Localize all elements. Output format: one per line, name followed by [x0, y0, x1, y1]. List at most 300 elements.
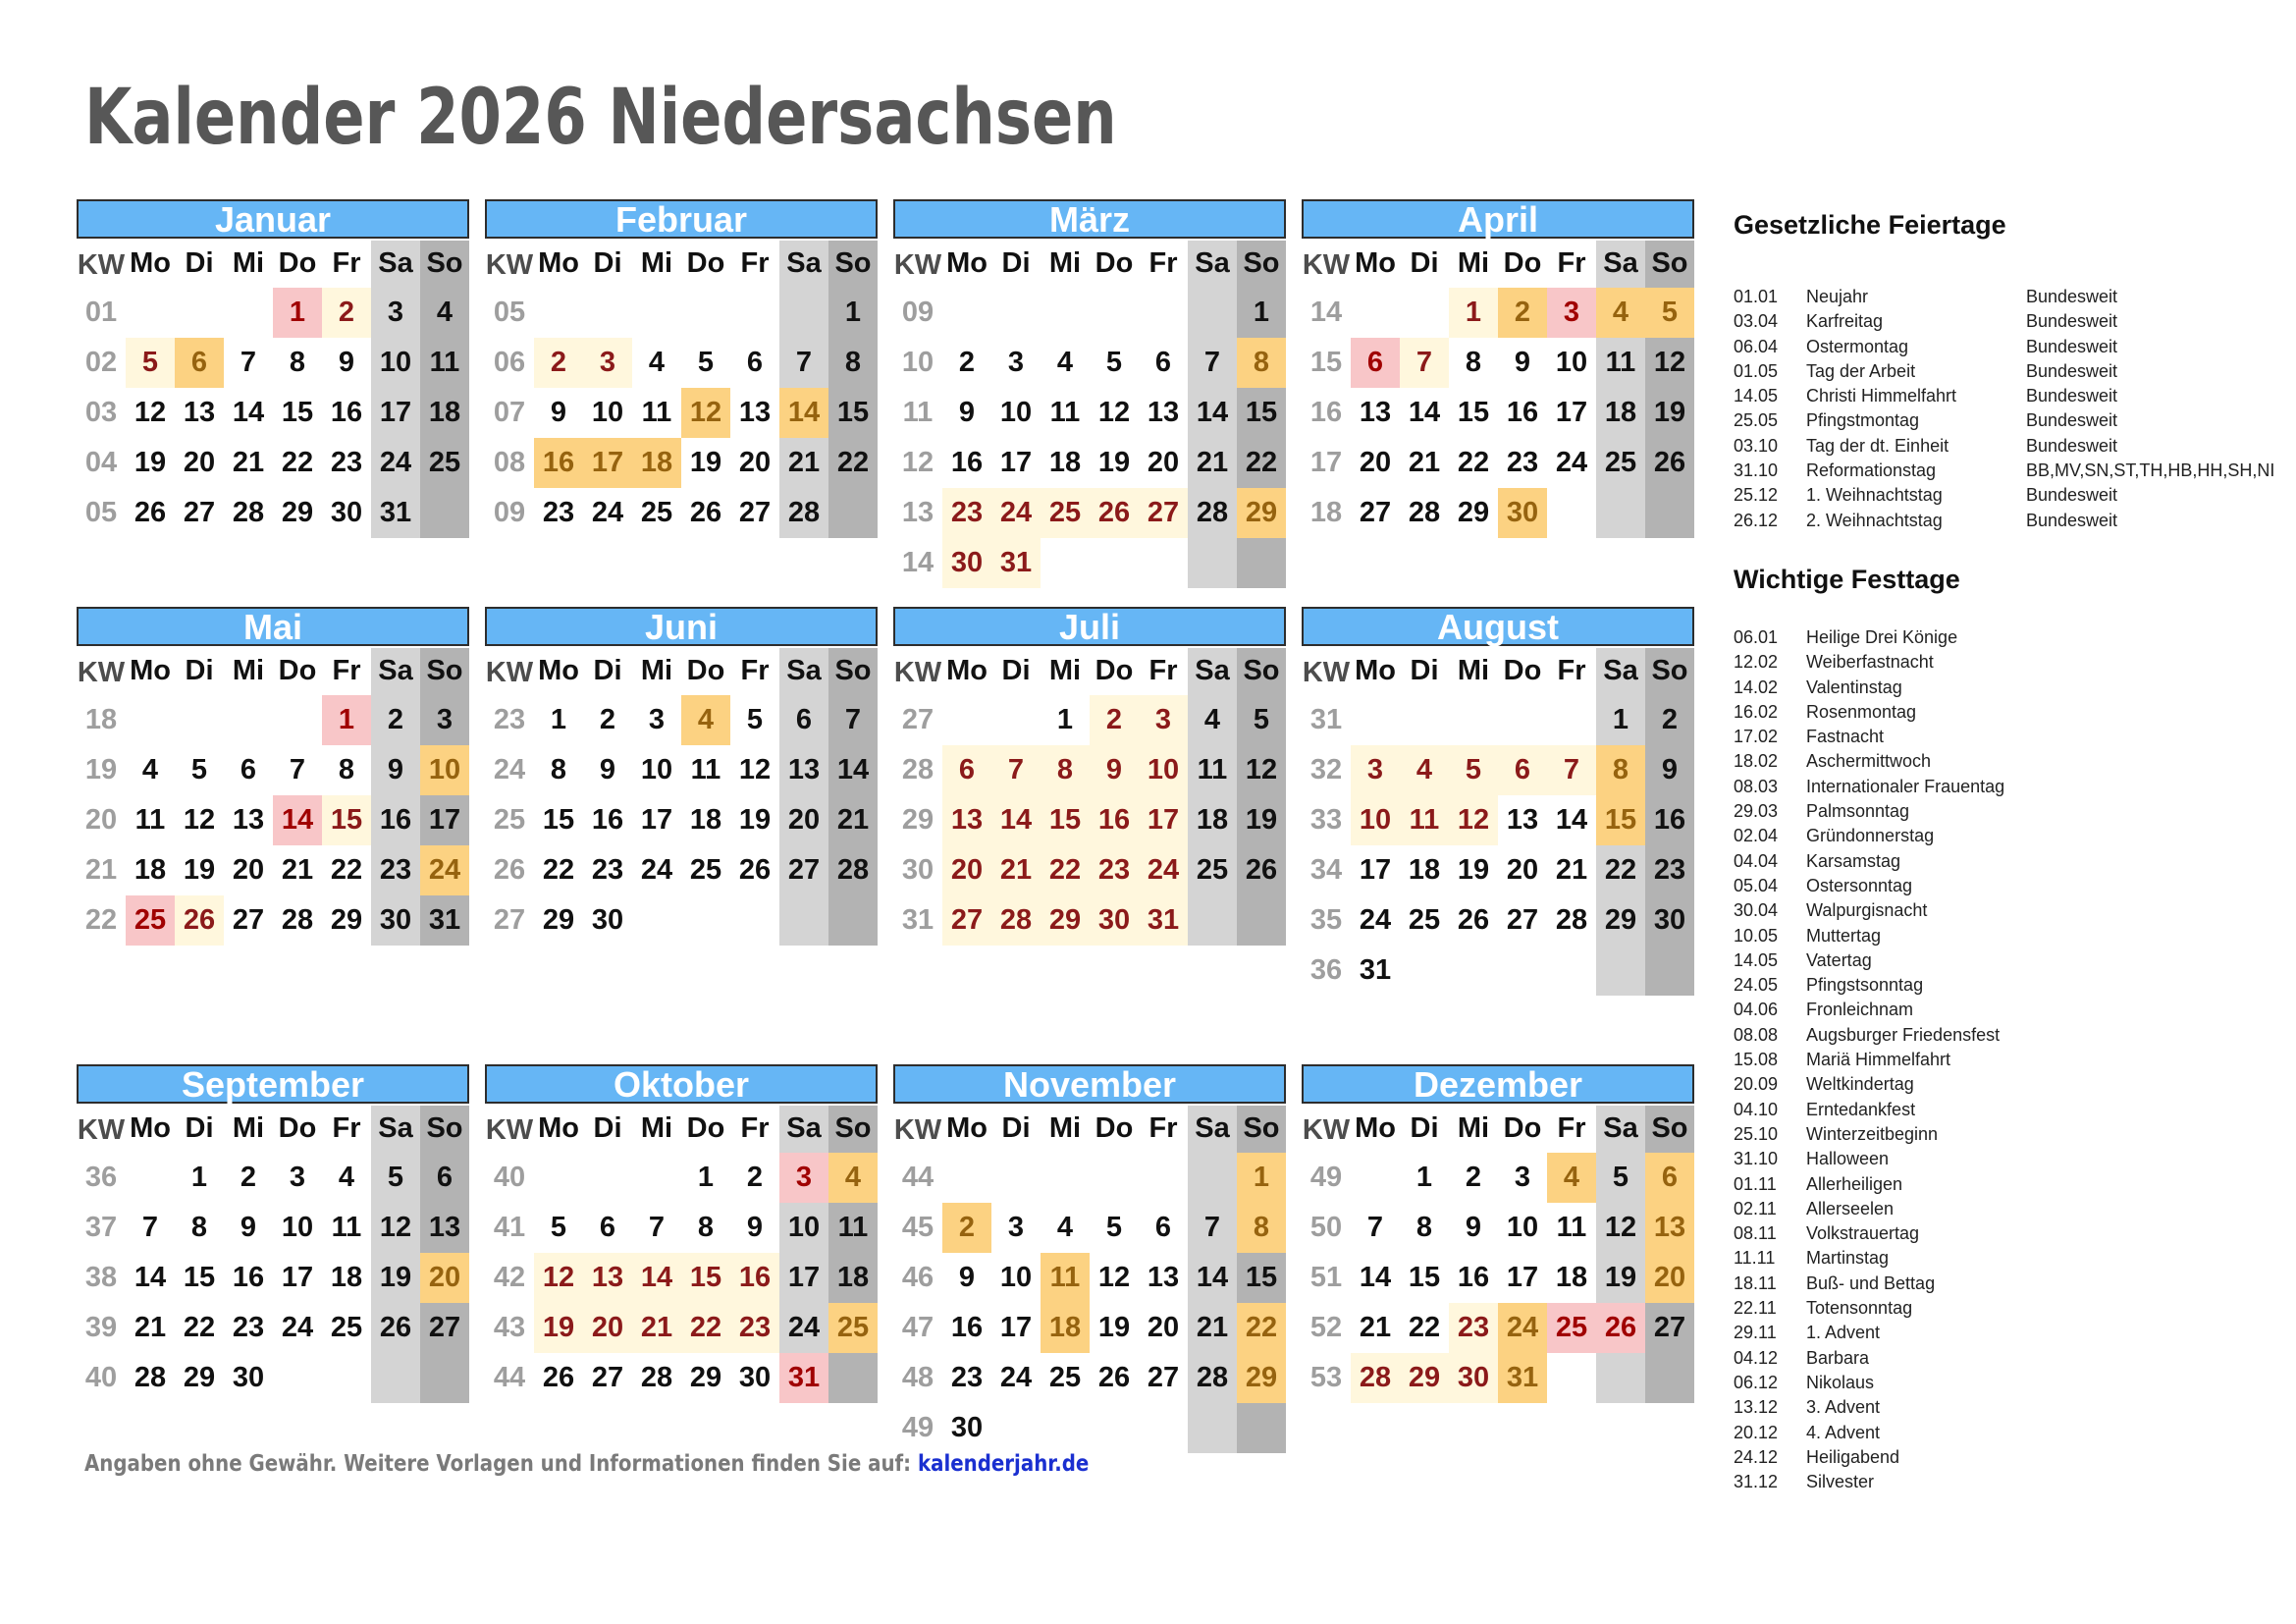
day-cell[interactable]: 1: [273, 288, 322, 338]
day-cell[interactable]: 23: [542, 497, 575, 528]
day-cell[interactable]: 13: [787, 754, 821, 785]
day-cell[interactable]: 30: [738, 1362, 772, 1393]
day-cell[interactable]: 12: [379, 1212, 412, 1243]
day-cell[interactable]: 24: [1359, 904, 1392, 936]
footer-link[interactable]: kalenderjahr.de: [917, 1451, 1090, 1477]
day-cell[interactable]: 2: [387, 704, 404, 735]
day-cell[interactable]: 8: [289, 347, 306, 378]
day-cell[interactable]: 11: [1556, 1212, 1587, 1243]
day-cell[interactable]: 9: [240, 1212, 257, 1243]
day-cell[interactable]: 21: [1196, 447, 1229, 478]
day-cell[interactable]: 10: [379, 347, 412, 378]
day-cell[interactable]: 21: [1196, 1312, 1229, 1343]
day-cell[interactable]: 5: [1253, 704, 1270, 735]
day-cell[interactable]: 24: [379, 447, 412, 478]
day-cell[interactable]: 7: [991, 745, 1041, 795]
day-cell[interactable]: 7: [1366, 1212, 1384, 1243]
day-cell[interactable]: 3: [1007, 347, 1025, 378]
day-cell[interactable]: 23: [232, 1312, 265, 1343]
day-cell[interactable]: 24: [1139, 845, 1188, 895]
day-cell[interactable]: 20: [1147, 1312, 1180, 1343]
day-cell[interactable]: 5: [1645, 288, 1694, 338]
day-cell[interactable]: 13: [1359, 397, 1392, 428]
day-cell[interactable]: 23: [730, 1303, 779, 1353]
day-cell[interactable]: 28: [640, 1362, 673, 1393]
day-cell[interactable]: 12: [183, 804, 216, 836]
day-cell[interactable]: 16: [1090, 795, 1139, 845]
day-cell[interactable]: 20: [1506, 854, 1539, 886]
day-cell[interactable]: 31: [991, 538, 1041, 588]
day-cell[interactable]: 22: [542, 854, 575, 886]
day-cell[interactable]: 6: [746, 347, 764, 378]
day-cell[interactable]: 28: [232, 497, 265, 528]
day-cell[interactable]: 23: [379, 854, 412, 886]
day-cell[interactable]: 17: [379, 397, 412, 428]
day-cell[interactable]: 7: [289, 754, 306, 785]
day-cell[interactable]: 1: [1449, 288, 1498, 338]
day-cell[interactable]: 22: [1408, 1312, 1441, 1343]
day-cell[interactable]: 4: [1203, 704, 1221, 735]
day-cell[interactable]: 17: [1359, 854, 1392, 886]
day-cell[interactable]: 13: [1506, 804, 1539, 836]
day-cell[interactable]: 5: [1105, 1212, 1123, 1243]
day-cell[interactable]: 29: [1604, 904, 1637, 936]
day-cell[interactable]: 2: [1661, 704, 1679, 735]
day-cell[interactable]: 31: [1139, 895, 1188, 946]
day-cell[interactable]: 19: [1097, 1312, 1131, 1343]
day-cell[interactable]: 22: [281, 447, 314, 478]
day-cell[interactable]: 10: [1351, 795, 1400, 845]
day-cell[interactable]: 26: [379, 1312, 412, 1343]
day-cell[interactable]: 4: [141, 754, 159, 785]
day-cell[interactable]: 25: [1048, 1362, 1082, 1393]
day-cell[interactable]: 4: [1056, 1212, 1074, 1243]
day-cell[interactable]: 27: [1506, 904, 1539, 936]
day-cell[interactable]: 7: [795, 347, 813, 378]
day-cell[interactable]: 13: [428, 1212, 461, 1243]
day-cell[interactable]: 3: [436, 704, 454, 735]
day-cell[interactable]: 1: [1237, 1153, 1286, 1203]
day-cell[interactable]: 15: [1041, 795, 1090, 845]
day-cell[interactable]: 8: [1465, 347, 1482, 378]
day-cell[interactable]: 15: [183, 1262, 216, 1293]
day-cell[interactable]: 9: [1514, 347, 1531, 378]
day-cell[interactable]: 5: [1612, 1162, 1629, 1193]
day-cell[interactable]: 30: [1449, 1353, 1498, 1403]
day-cell[interactable]: 16: [330, 397, 363, 428]
day-cell[interactable]: 12: [133, 397, 167, 428]
day-cell[interactable]: 4: [1056, 347, 1074, 378]
day-cell[interactable]: 7: [240, 347, 257, 378]
day-cell[interactable]: 6: [175, 338, 224, 388]
day-cell[interactable]: 18: [1048, 447, 1082, 478]
day-cell[interactable]: 14: [1359, 1262, 1392, 1293]
day-cell[interactable]: 22: [1245, 447, 1278, 478]
day-cell[interactable]: 27: [183, 497, 216, 528]
day-cell[interactable]: 15: [1596, 795, 1645, 845]
day-cell[interactable]: 19: [133, 447, 167, 478]
day-cell[interactable]: 19: [1457, 854, 1490, 886]
day-cell[interactable]: 5: [550, 1212, 567, 1243]
day-cell[interactable]: 30: [330, 497, 363, 528]
day-cell[interactable]: 22: [681, 1303, 730, 1353]
day-cell[interactable]: 6: [1154, 1212, 1172, 1243]
day-cell[interactable]: 19: [1245, 804, 1278, 836]
day-cell[interactable]: 7: [1547, 745, 1596, 795]
day-cell[interactable]: 4: [828, 1153, 878, 1203]
day-cell[interactable]: 14: [991, 795, 1041, 845]
day-cell[interactable]: 25: [1408, 904, 1441, 936]
day-cell[interactable]: 6: [1645, 1153, 1694, 1203]
day-cell[interactable]: 14: [232, 397, 265, 428]
day-cell[interactable]: 18: [632, 438, 681, 488]
day-cell[interactable]: 31: [1359, 954, 1392, 986]
day-cell[interactable]: 20: [1147, 447, 1180, 478]
day-cell[interactable]: 16: [950, 1312, 984, 1343]
day-cell[interactable]: 31: [379, 497, 412, 528]
day-cell[interactable]: 18: [428, 397, 461, 428]
day-cell[interactable]: 6: [1498, 745, 1547, 795]
day-cell[interactable]: 31: [1498, 1353, 1547, 1403]
day-cell[interactable]: 8: [1596, 745, 1645, 795]
day-cell[interactable]: 25: [330, 1312, 363, 1343]
day-cell[interactable]: 20: [787, 804, 821, 836]
day-cell[interactable]: 25: [1604, 447, 1637, 478]
day-cell[interactable]: 16: [232, 1262, 265, 1293]
day-cell[interactable]: 6: [942, 745, 991, 795]
day-cell[interactable]: 27: [787, 854, 821, 886]
day-cell[interactable]: 8: [1415, 1212, 1433, 1243]
day-cell[interactable]: 30: [1498, 488, 1547, 538]
day-cell[interactable]: 15: [322, 795, 371, 845]
day-cell[interactable]: 29: [542, 904, 575, 936]
day-cell[interactable]: 21: [991, 845, 1041, 895]
day-cell[interactable]: 30: [1090, 895, 1139, 946]
day-cell[interactable]: 28: [787, 497, 821, 528]
day-cell[interactable]: 3: [1547, 288, 1596, 338]
day-cell[interactable]: 21: [133, 1312, 167, 1343]
day-cell[interactable]: 5: [746, 704, 764, 735]
day-cell[interactable]: 16: [591, 804, 624, 836]
day-cell[interactable]: 17: [787, 1262, 821, 1293]
day-cell[interactable]: 20: [183, 447, 216, 478]
day-cell[interactable]: 3: [289, 1162, 306, 1193]
day-cell[interactable]: 9: [958, 1262, 976, 1293]
day-cell[interactable]: 2: [322, 288, 371, 338]
day-cell[interactable]: 16: [534, 438, 583, 488]
day-cell[interactable]: 8: [1041, 745, 1090, 795]
day-cell[interactable]: 24: [420, 845, 469, 895]
day-cell[interactable]: 12: [1449, 795, 1498, 845]
day-cell[interactable]: 26: [689, 497, 722, 528]
day-cell[interactable]: 16: [1653, 804, 1686, 836]
day-cell[interactable]: 22: [1237, 1303, 1286, 1353]
day-cell[interactable]: 15: [1457, 397, 1490, 428]
day-cell[interactable]: 14: [779, 388, 828, 438]
day-cell[interactable]: 1: [1056, 704, 1074, 735]
day-cell[interactable]: 8: [1237, 1203, 1286, 1253]
day-cell[interactable]: 31: [428, 904, 461, 936]
day-cell[interactable]: 14: [1408, 397, 1441, 428]
day-cell[interactable]: 19: [183, 854, 216, 886]
day-cell[interactable]: 25: [126, 895, 175, 946]
day-cell[interactable]: 25: [828, 1303, 878, 1353]
day-cell[interactable]: 1: [190, 1162, 208, 1193]
day-cell[interactable]: 10: [591, 397, 624, 428]
day-cell[interactable]: 9: [1661, 754, 1679, 785]
day-cell[interactable]: 13: [232, 804, 265, 836]
day-cell[interactable]: 6: [240, 754, 257, 785]
day-cell[interactable]: 1: [1253, 297, 1270, 328]
day-cell[interactable]: 24: [1498, 1303, 1547, 1353]
day-cell[interactable]: 6: [1154, 347, 1172, 378]
day-cell[interactable]: 23: [1506, 447, 1539, 478]
day-cell[interactable]: 7: [1203, 347, 1221, 378]
day-cell[interactable]: 19: [534, 1303, 583, 1353]
day-cell[interactable]: 18: [689, 804, 722, 836]
day-cell[interactable]: 14: [836, 754, 870, 785]
day-cell[interactable]: 10: [640, 754, 673, 785]
day-cell[interactable]: 26: [1097, 1362, 1131, 1393]
day-cell[interactable]: 19: [1097, 447, 1131, 478]
day-cell[interactable]: 9: [958, 397, 976, 428]
day-cell[interactable]: 26: [542, 1362, 575, 1393]
day-cell[interactable]: 16: [379, 804, 412, 836]
day-cell[interactable]: 11: [134, 804, 166, 836]
day-cell[interactable]: 12: [681, 388, 730, 438]
day-cell[interactable]: 9: [338, 347, 355, 378]
day-cell[interactable]: 11: [1605, 347, 1636, 378]
day-cell[interactable]: 30: [942, 538, 991, 588]
day-cell[interactable]: 29: [330, 904, 363, 936]
day-cell[interactable]: 27: [1359, 497, 1392, 528]
day-cell[interactable]: 20: [1645, 1253, 1694, 1303]
day-cell[interactable]: 26: [175, 895, 224, 946]
day-cell[interactable]: 11: [690, 754, 721, 785]
day-cell[interactable]: 10: [1139, 745, 1188, 795]
day-cell[interactable]: 9: [387, 754, 404, 785]
day-cell[interactable]: 5: [1449, 745, 1498, 795]
day-cell[interactable]: 27: [591, 1362, 624, 1393]
day-cell[interactable]: 20: [1359, 447, 1392, 478]
day-cell[interactable]: 3: [1514, 1162, 1531, 1193]
day-cell[interactable]: 2: [240, 1162, 257, 1193]
day-cell[interactable]: 25: [1547, 1303, 1596, 1353]
day-cell[interactable]: 30: [591, 904, 624, 936]
day-cell[interactable]: 27: [1653, 1312, 1686, 1343]
day-cell[interactable]: 14: [632, 1253, 681, 1303]
day-cell[interactable]: 5: [126, 338, 175, 388]
day-cell[interactable]: 14: [1196, 397, 1229, 428]
day-cell[interactable]: 4: [338, 1162, 355, 1193]
day-cell[interactable]: 21: [1408, 447, 1441, 478]
day-cell[interactable]: 28: [1196, 497, 1229, 528]
day-cell[interactable]: 8: [550, 754, 567, 785]
day-cell[interactable]: 21: [281, 854, 314, 886]
day-cell[interactable]: 3: [387, 297, 404, 328]
day-cell[interactable]: 29: [1400, 1353, 1449, 1403]
day-cell[interactable]: 13: [1645, 1203, 1694, 1253]
day-cell[interactable]: 16: [730, 1253, 779, 1303]
day-cell[interactable]: 17: [1506, 1262, 1539, 1293]
day-cell[interactable]: 26: [133, 497, 167, 528]
day-cell[interactable]: 12: [738, 754, 772, 785]
day-cell[interactable]: 27: [738, 497, 772, 528]
day-cell[interactable]: 24: [640, 854, 673, 886]
day-cell[interactable]: 4: [1547, 1153, 1596, 1203]
day-cell[interactable]: 6: [1351, 338, 1400, 388]
day-cell[interactable]: 21: [232, 447, 265, 478]
day-cell[interactable]: 2: [1465, 1162, 1482, 1193]
day-cell[interactable]: 10: [787, 1212, 821, 1243]
day-cell[interactable]: 21: [836, 804, 870, 836]
day-cell[interactable]: 2: [942, 1203, 991, 1253]
day-cell[interactable]: 28: [133, 1362, 167, 1393]
day-cell[interactable]: 18: [1604, 397, 1637, 428]
day-cell[interactable]: 12: [1653, 347, 1686, 378]
day-cell[interactable]: 20: [583, 1303, 632, 1353]
day-cell[interactable]: 16: [950, 447, 984, 478]
day-cell[interactable]: 23: [950, 1362, 984, 1393]
day-cell[interactable]: 23: [1090, 845, 1139, 895]
day-cell[interactable]: 28: [1351, 1353, 1400, 1403]
day-cell[interactable]: 29: [1237, 488, 1286, 538]
day-cell[interactable]: 4: [1400, 745, 1449, 795]
day-cell[interactable]: 23: [942, 488, 991, 538]
day-cell[interactable]: 27: [1139, 488, 1188, 538]
day-cell[interactable]: 21: [1555, 854, 1588, 886]
day-cell[interactable]: 27: [428, 1312, 461, 1343]
day-cell[interactable]: 12: [1604, 1212, 1637, 1243]
day-cell[interactable]: 26: [1090, 488, 1139, 538]
day-cell[interactable]: 11: [1049, 397, 1081, 428]
day-cell[interactable]: 18: [1408, 854, 1441, 886]
day-cell[interactable]: 25: [428, 447, 461, 478]
day-cell[interactable]: 8: [697, 1212, 715, 1243]
day-cell[interactable]: 14: [1196, 1262, 1229, 1293]
day-cell[interactable]: 15: [1245, 397, 1278, 428]
day-cell[interactable]: 17: [428, 804, 461, 836]
day-cell[interactable]: 23: [1449, 1303, 1498, 1353]
day-cell[interactable]: 5: [190, 754, 208, 785]
day-cell[interactable]: 22: [1604, 854, 1637, 886]
day-cell[interactable]: 28: [281, 904, 314, 936]
day-cell[interactable]: 26: [738, 854, 772, 886]
day-cell[interactable]: 1: [844, 297, 862, 328]
day-cell[interactable]: 23: [330, 447, 363, 478]
day-cell[interactable]: 23: [591, 854, 624, 886]
day-cell[interactable]: 10: [999, 397, 1033, 428]
day-cell[interactable]: 2: [958, 347, 976, 378]
day-cell[interactable]: 15: [1408, 1262, 1441, 1293]
day-cell[interactable]: 12: [1097, 1262, 1131, 1293]
day-cell[interactable]: 22: [183, 1312, 216, 1343]
day-cell[interactable]: 18: [330, 1262, 363, 1293]
day-cell[interactable]: 28: [836, 854, 870, 886]
day-cell[interactable]: 9: [1090, 745, 1139, 795]
day-cell[interactable]: 4: [1596, 288, 1645, 338]
day-cell[interactable]: 15: [281, 397, 314, 428]
day-cell[interactable]: 13: [583, 1253, 632, 1303]
day-cell[interactable]: 6: [795, 704, 813, 735]
day-cell[interactable]: 23: [1653, 854, 1686, 886]
day-cell[interactable]: 14: [133, 1262, 167, 1293]
day-cell[interactable]: 21: [787, 447, 821, 478]
day-cell[interactable]: 18: [133, 854, 167, 886]
day-cell[interactable]: 17: [583, 438, 632, 488]
day-cell[interactable]: 3: [648, 704, 666, 735]
day-cell[interactable]: 8: [844, 347, 862, 378]
day-cell[interactable]: 29: [1237, 1353, 1286, 1403]
day-cell[interactable]: 11: [429, 347, 460, 378]
day-cell[interactable]: 24: [281, 1312, 314, 1343]
day-cell[interactable]: 3: [779, 1153, 828, 1203]
day-cell[interactable]: 20: [232, 854, 265, 886]
day-cell[interactable]: 30: [950, 1412, 984, 1443]
day-cell[interactable]: 18: [1041, 1303, 1090, 1353]
day-cell[interactable]: 10: [1506, 1212, 1539, 1243]
day-cell[interactable]: 2: [534, 338, 583, 388]
day-cell[interactable]: 18: [1555, 1262, 1588, 1293]
day-cell[interactable]: 15: [1245, 1262, 1278, 1293]
day-cell[interactable]: 27: [232, 904, 265, 936]
day-cell[interactable]: 25: [689, 854, 722, 886]
day-cell[interactable]: 12: [534, 1253, 583, 1303]
day-cell[interactable]: 28: [991, 895, 1041, 946]
day-cell[interactable]: 9: [1465, 1212, 1482, 1243]
day-cell[interactable]: 25: [1041, 488, 1090, 538]
day-cell[interactable]: 27: [1147, 1362, 1180, 1393]
day-cell[interactable]: 30: [232, 1362, 265, 1393]
day-cell[interactable]: 18: [1196, 804, 1229, 836]
day-cell[interactable]: 31: [779, 1353, 828, 1403]
day-cell[interactable]: 20: [738, 447, 772, 478]
day-cell[interactable]: 17: [1139, 795, 1188, 845]
day-cell[interactable]: 5: [697, 347, 715, 378]
day-cell[interactable]: 17: [999, 447, 1033, 478]
day-cell[interactable]: 17: [1555, 397, 1588, 428]
day-cell[interactable]: 5: [387, 1162, 404, 1193]
day-cell[interactable]: 19: [1604, 1262, 1637, 1293]
day-cell[interactable]: 12: [1097, 397, 1131, 428]
day-cell[interactable]: 19: [1653, 397, 1686, 428]
day-cell[interactable]: 24: [1555, 447, 1588, 478]
day-cell[interactable]: 25: [640, 497, 673, 528]
day-cell[interactable]: 7: [1203, 1212, 1221, 1243]
day-cell[interactable]: 29: [689, 1362, 722, 1393]
day-cell[interactable]: 1: [1612, 704, 1629, 735]
day-cell[interactable]: 3: [1351, 745, 1400, 795]
day-cell[interactable]: 19: [738, 804, 772, 836]
day-cell[interactable]: 7: [1400, 338, 1449, 388]
day-cell[interactable]: 14: [273, 795, 322, 845]
day-cell[interactable]: 24: [591, 497, 624, 528]
day-cell[interactable]: 2: [1498, 288, 1547, 338]
day-cell[interactable]: 8: [338, 754, 355, 785]
day-cell[interactable]: 7: [844, 704, 862, 735]
day-cell[interactable]: 21: [632, 1303, 681, 1353]
day-cell[interactable]: 15: [836, 397, 870, 428]
day-cell[interactable]: 19: [689, 447, 722, 478]
day-cell[interactable]: 29: [183, 1362, 216, 1393]
day-cell[interactable]: 14: [1555, 804, 1588, 836]
day-cell[interactable]: 16: [1457, 1262, 1490, 1293]
day-cell[interactable]: 25: [1196, 854, 1229, 886]
day-cell[interactable]: 24: [787, 1312, 821, 1343]
day-cell[interactable]: 26: [1457, 904, 1490, 936]
day-cell[interactable]: 9: [599, 754, 616, 785]
day-cell[interactable]: 13: [738, 397, 772, 428]
